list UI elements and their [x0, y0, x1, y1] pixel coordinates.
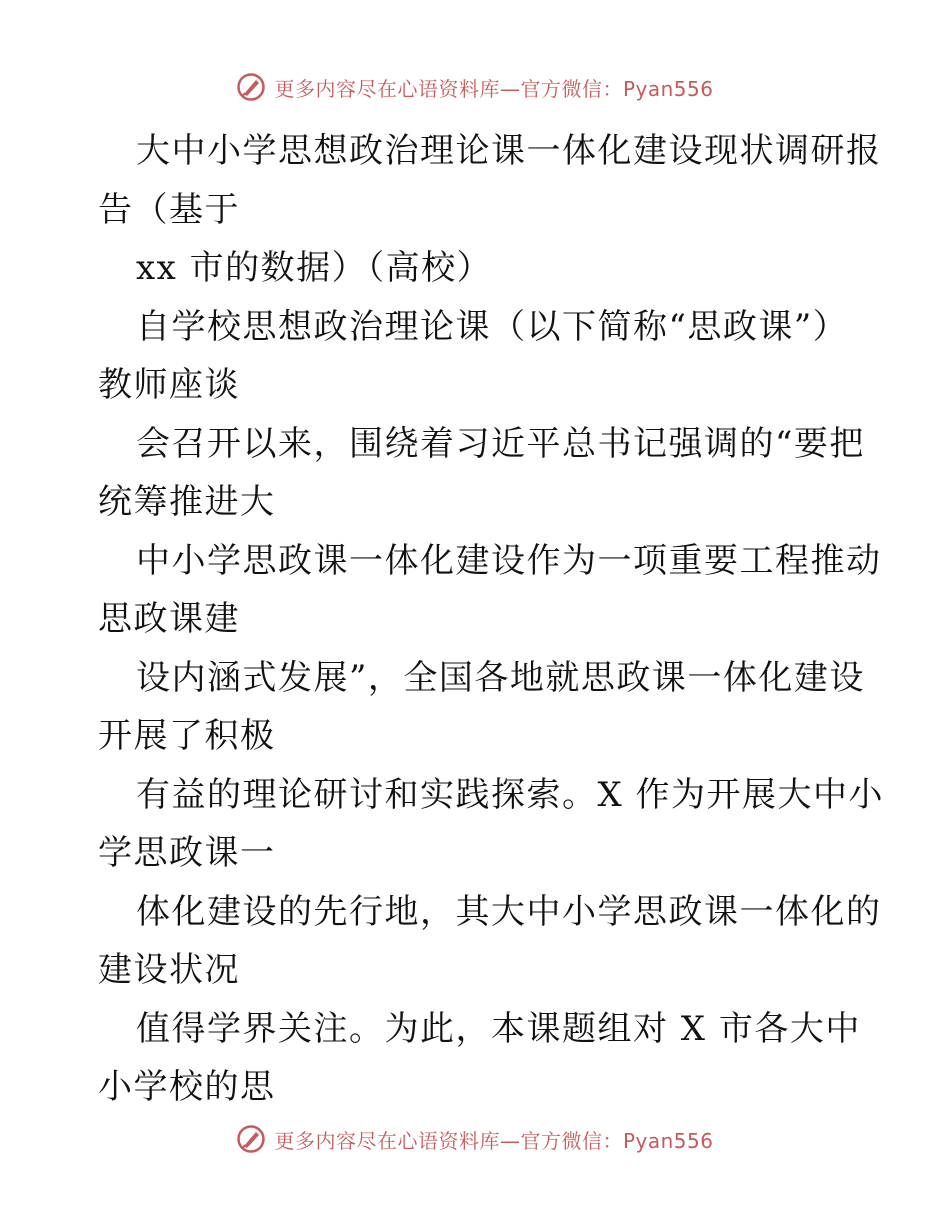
watermark-text: 更多内容尽在心语资料库—官方微信：Pyan556 [274, 76, 714, 101]
footer-watermark [0, 1124, 950, 1154]
text-line-12: 有益的理论研讨和实践探索。X 作为开展大中小 [136, 774, 885, 815]
text-line-9: 思政课建 [98, 599, 240, 639]
text-line-1: 大中小学思想政治理论课一体化建设现状调研报 [136, 131, 882, 171]
text-line-17: 小学校的思 [98, 1067, 276, 1107]
text-line-11: 开展了积极 [98, 716, 276, 756]
text-line-2: 告（基于 [98, 189, 240, 230]
text-line-16: 值得学界关注。为此，本课题组对 X 市各大中 [136, 1008, 861, 1049]
text-line-7: 统筹推进大 [98, 482, 276, 522]
text-line-15: 建设状况 [98, 950, 240, 990]
text-line-5: 教师座谈 [98, 365, 240, 405]
text-line-3: xx 市的数据）（高校） [136, 248, 493, 288]
quill-logo-icon [236, 1124, 266, 1154]
text-line-13: 学思政课一 [98, 833, 276, 873]
text-line-4: 自学校思想政治理论课（以下简称“思政课”） [136, 306, 849, 347]
text-line-10: 设内涵式发展”，全国各地就思政课一体化建设 [136, 657, 865, 698]
text-line-8: 中小学思政课一体化建设作为一项重要工程推动 [136, 540, 882, 581]
document-body [98, 122, 885, 1117]
text-line-6: 会召开以来，围绕着习近平总书记强调的“要把 [136, 423, 865, 464]
text-line-14: 体化建设的先行地，其大中小学思政课一体化的 [136, 891, 882, 932]
quill-logo-icon [236, 72, 266, 102]
header-watermark [0, 72, 950, 102]
watermark-text: 更多内容尽在心语资料库—官方微信：Pyan556 [274, 1128, 714, 1153]
